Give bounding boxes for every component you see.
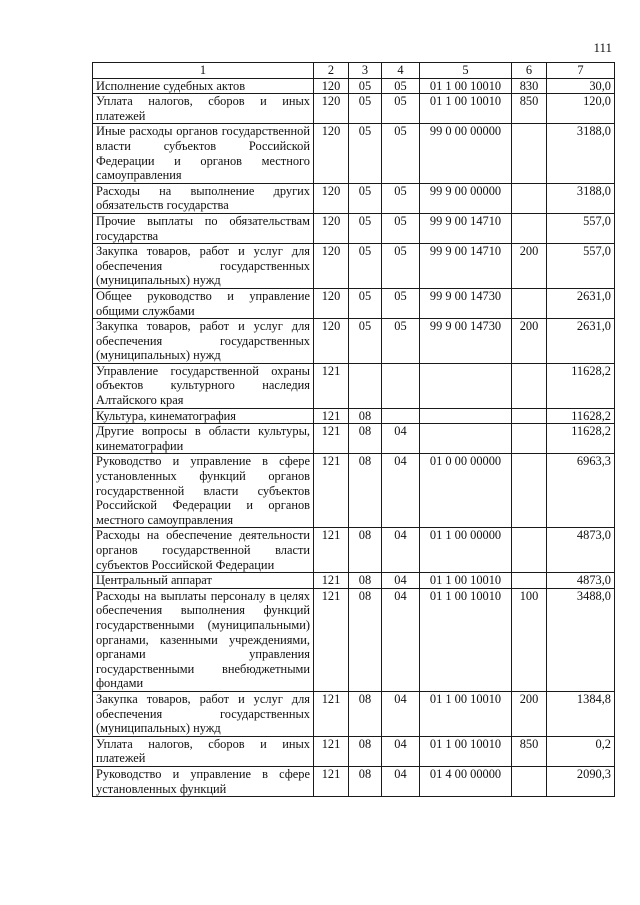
header-cell: 6 — [512, 63, 547, 79]
code-2-cell: 120 — [314, 319, 349, 364]
code-3-cell: 08 — [349, 691, 382, 736]
code-3-cell: 05 — [349, 244, 382, 289]
code-4-cell: 05 — [382, 124, 420, 183]
code-6-cell — [512, 363, 547, 408]
table-row — [93, 78, 615, 94]
code-3-cell — [349, 363, 382, 408]
code-4-cell: 05 — [382, 319, 420, 364]
table-row — [93, 424, 615, 454]
code-2-cell: 120 — [314, 244, 349, 289]
code-2-cell: 120 — [314, 288, 349, 318]
code-3-cell: 05 — [349, 124, 382, 183]
table-row — [93, 244, 615, 289]
table-row — [93, 213, 615, 243]
description-cell: Прочие выплаты по обязательствам государства — [93, 213, 314, 243]
code-2-cell: 120 — [314, 94, 349, 124]
description-cell: Расходы на выплаты персоналу в целях обеспечения выполнения функций государственными (муниципальными) органами, казенными учреждениями, органами управления государственными внебюджетными фондами — [93, 588, 314, 691]
header-cell: 1 — [93, 63, 314, 79]
code-4-cell: 04 — [382, 424, 420, 454]
code-4-cell: 05 — [382, 244, 420, 289]
amount-cell: 2631,0 — [547, 288, 615, 318]
amount-cell: 1384,8 — [547, 691, 615, 736]
code-5-cell: 99 9 00 00000 — [420, 183, 512, 213]
code-6-cell: 100 — [512, 588, 547, 691]
code-5-cell: 01 0 00 00000 — [420, 454, 512, 528]
table-row — [93, 288, 615, 318]
amount-cell: 11628,2 — [547, 363, 615, 408]
code-6-cell: 850 — [512, 736, 547, 766]
code-4-cell: 05 — [382, 288, 420, 318]
code-2-cell: 121 — [314, 691, 349, 736]
table-row — [93, 691, 615, 736]
description-cell: Уплата налогов, сборов и иных платежей — [93, 736, 314, 766]
table-row — [93, 588, 615, 691]
code-5-cell: 99 9 00 14730 — [420, 319, 512, 364]
header-cell: 7 — [547, 63, 615, 79]
code-3-cell: 08 — [349, 588, 382, 691]
header-row — [93, 63, 615, 79]
code-4-cell: 05 — [382, 213, 420, 243]
code-2-cell: 121 — [314, 408, 349, 424]
code-3-cell: 05 — [349, 78, 382, 94]
code-5-cell: 99 9 00 14710 — [420, 244, 512, 289]
code-6-cell — [512, 124, 547, 183]
description-cell: Уплата налогов, сборов и иных платежей — [93, 94, 314, 124]
code-3-cell: 08 — [349, 528, 382, 573]
code-4-cell: 05 — [382, 94, 420, 124]
code-4-cell: 04 — [382, 528, 420, 573]
table-row — [93, 528, 615, 573]
code-5-cell: 01 1 00 10010 — [420, 78, 512, 94]
amount-cell: 3188,0 — [547, 124, 615, 183]
code-6-cell — [512, 454, 547, 528]
code-3-cell: 08 — [349, 736, 382, 766]
header-cell: 5 — [420, 63, 512, 79]
code-3-cell: 08 — [349, 408, 382, 424]
code-5-cell: 01 1 00 10010 — [420, 736, 512, 766]
description-cell: Руководство и управление в сфере установленных функций органов государственной власти субъектов Российской Федерации и органов местного самоуправления — [93, 454, 314, 528]
table-row — [93, 408, 615, 424]
description-cell: Руководство и управление в сфере установленных функций — [93, 766, 314, 796]
code-2-cell: 120 — [314, 124, 349, 183]
code-2-cell: 121 — [314, 766, 349, 796]
description-cell: Другие вопросы в области культуры, кинематографии — [93, 424, 314, 454]
code-2-cell: 120 — [314, 183, 349, 213]
page-number: 111 — [593, 40, 612, 55]
code-4-cell: 04 — [382, 736, 420, 766]
amount-cell: 4873,0 — [547, 573, 615, 589]
code-5-cell — [420, 363, 512, 408]
table-row — [93, 573, 615, 589]
code-5-cell: 01 4 00 00000 — [420, 766, 512, 796]
code-4-cell — [382, 408, 420, 424]
code-2-cell: 121 — [314, 424, 349, 454]
amount-cell: 6963,3 — [547, 454, 615, 528]
code-5-cell: 99 9 00 14710 — [420, 213, 512, 243]
code-3-cell: 05 — [349, 319, 382, 364]
code-2-cell: 121 — [314, 363, 349, 408]
code-3-cell: 08 — [349, 454, 382, 528]
header-cell: 2 — [314, 63, 349, 79]
code-6-cell: 200 — [512, 244, 547, 289]
code-6-cell — [512, 424, 547, 454]
amount-cell: 11628,2 — [547, 408, 615, 424]
header-cell: 4 — [382, 63, 420, 79]
code-2-cell: 121 — [314, 588, 349, 691]
code-5-cell: 01 1 00 10010 — [420, 588, 512, 691]
description-cell: Центральный аппарат — [93, 573, 314, 589]
amount-cell: 0,2 — [547, 736, 615, 766]
code-3-cell: 05 — [349, 94, 382, 124]
code-5-cell — [420, 424, 512, 454]
code-2-cell: 121 — [314, 454, 349, 528]
code-2-cell: 120 — [314, 78, 349, 94]
code-3-cell: 05 — [349, 288, 382, 318]
code-6-cell — [512, 213, 547, 243]
table-row — [93, 94, 615, 124]
code-6-cell — [512, 408, 547, 424]
code-3-cell: 05 — [349, 183, 382, 213]
code-4-cell: 05 — [382, 183, 420, 213]
table-row — [93, 736, 615, 766]
code-2-cell: 120 — [314, 213, 349, 243]
description-cell: Закупка товаров, работ и услуг для обеспечения государственных (муниципальных) нужд — [93, 319, 314, 364]
header-cell: 3 — [349, 63, 382, 79]
table-row — [93, 319, 615, 364]
amount-cell: 2631,0 — [547, 319, 615, 364]
code-4-cell: 04 — [382, 691, 420, 736]
code-6-cell — [512, 766, 547, 796]
code-5-cell: 99 9 00 14730 — [420, 288, 512, 318]
amount-cell: 2090,3 — [547, 766, 615, 796]
code-4-cell — [382, 363, 420, 408]
description-cell: Общее руководство и управление общими службами — [93, 288, 314, 318]
amount-cell: 30,0 — [547, 78, 615, 94]
code-5-cell: 01 1 00 10010 — [420, 573, 512, 589]
description-cell: Расходы на обеспечение деятельности органов государственной власти субъектов Российской Федерации — [93, 528, 314, 573]
code-6-cell — [512, 183, 547, 213]
code-6-cell: 200 — [512, 319, 547, 364]
code-4-cell: 04 — [382, 454, 420, 528]
code-3-cell: 08 — [349, 573, 382, 589]
description-cell: Закупка товаров, работ и услуг для обеспечения государственных (муниципальных) нужд — [93, 244, 314, 289]
amount-cell: 4873,0 — [547, 528, 615, 573]
description-cell: Управление государственной охраны объектов культурного наследия Алтайского края — [93, 363, 314, 408]
amount-cell: 557,0 — [547, 244, 615, 289]
description-cell: Культура, кинематография — [93, 408, 314, 424]
code-4-cell: 04 — [382, 588, 420, 691]
budget-table — [92, 62, 615, 797]
code-6-cell — [512, 288, 547, 318]
code-4-cell: 04 — [382, 573, 420, 589]
code-3-cell: 08 — [349, 424, 382, 454]
description-cell: Расходы на выполнение других обязательств государства — [93, 183, 314, 213]
table-row — [93, 363, 615, 408]
amount-cell: 557,0 — [547, 213, 615, 243]
code-6-cell — [512, 573, 547, 589]
code-5-cell: 01 1 00 00000 — [420, 528, 512, 573]
code-3-cell: 05 — [349, 213, 382, 243]
code-4-cell: 05 — [382, 78, 420, 94]
amount-cell: 3488,0 — [547, 588, 615, 691]
code-6-cell — [512, 528, 547, 573]
code-5-cell: 01 1 00 10010 — [420, 94, 512, 124]
amount-cell: 3188,0 — [547, 183, 615, 213]
code-2-cell: 121 — [314, 573, 349, 589]
code-5-cell — [420, 408, 512, 424]
description-cell: Закупка товаров, работ и услуг для обеспечения государственных (муниципальных) нужд — [93, 691, 314, 736]
table-row — [93, 766, 615, 796]
description-cell: Исполнение судебных актов — [93, 78, 314, 94]
code-5-cell: 99 0 00 00000 — [420, 124, 512, 183]
code-6-cell: 830 — [512, 78, 547, 94]
table-row — [93, 124, 615, 183]
code-2-cell: 121 — [314, 528, 349, 573]
amount-cell: 120,0 — [547, 94, 615, 124]
code-2-cell: 121 — [314, 736, 349, 766]
description-cell: Иные расходы органов государственной власти субъектов Российской Федерации и органов местного самоуправления — [93, 124, 314, 183]
code-4-cell: 04 — [382, 766, 420, 796]
table-row — [93, 183, 615, 213]
table-row — [93, 454, 615, 528]
code-6-cell: 850 — [512, 94, 547, 124]
code-5-cell: 01 1 00 10010 — [420, 691, 512, 736]
amount-cell: 11628,2 — [547, 424, 615, 454]
code-6-cell: 200 — [512, 691, 547, 736]
code-3-cell: 08 — [349, 766, 382, 796]
